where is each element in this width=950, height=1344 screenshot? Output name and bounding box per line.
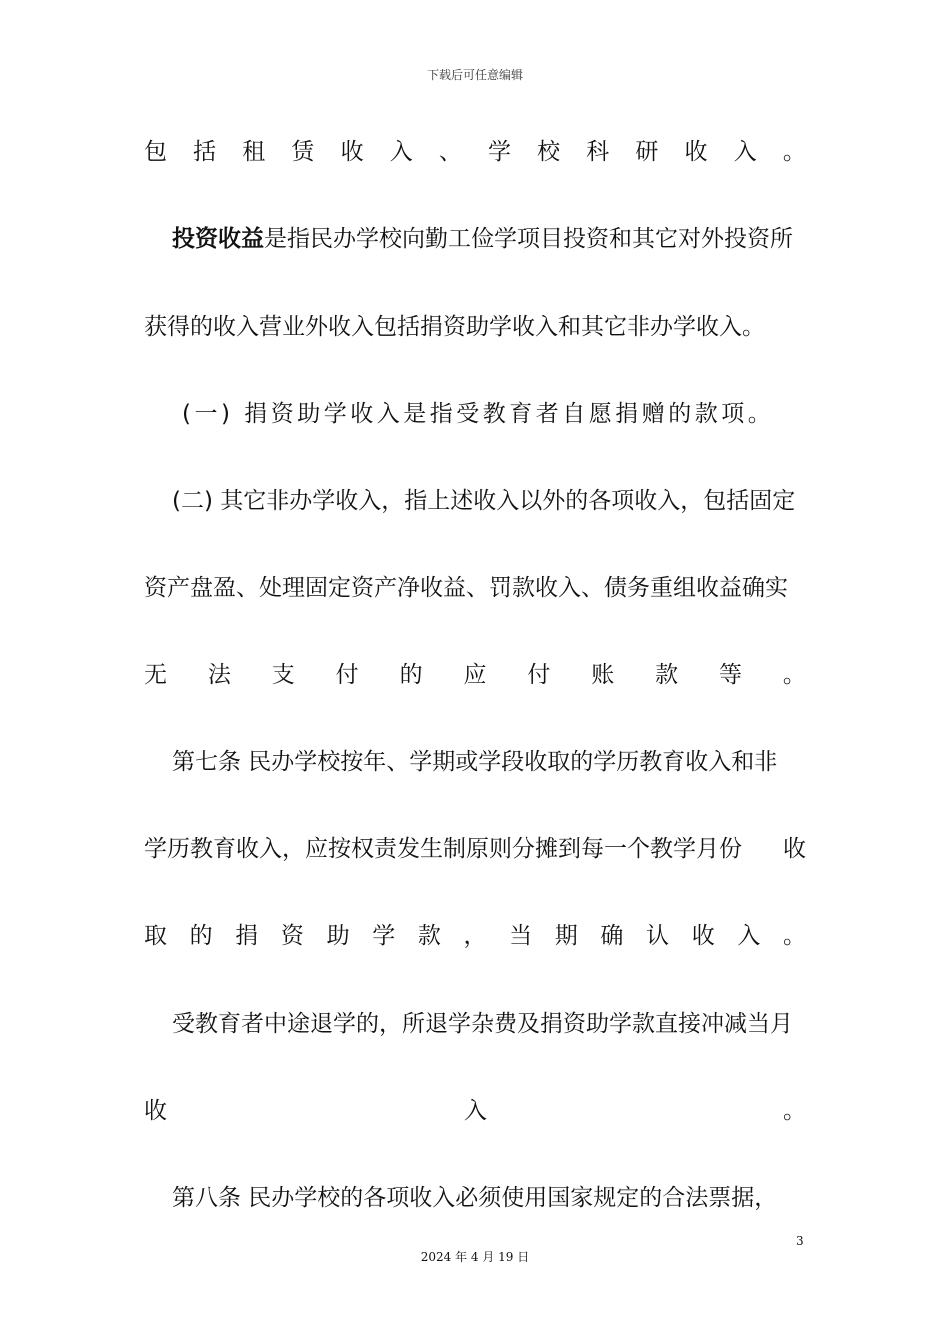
char: 资: [280, 923, 304, 949]
line-12-start: 收: [144, 1098, 167, 1124]
char: 学: [372, 923, 396, 949]
char: 应: [463, 662, 487, 688]
char: 、: [438, 139, 462, 165]
char: 包: [144, 139, 167, 165]
text-line-6: 资产盘盈、处理固定资产净收益、罚款收入、债务重组收益确实: [144, 575, 788, 601]
line-12-middle: 入: [464, 1098, 487, 1124]
char: 取: [144, 923, 167, 949]
text-line-5: (二) 其它非办学收入，指上述收入以外的各项收入，包括固定: [172, 488, 796, 514]
page-number: 3: [796, 1234, 804, 1248]
char: 。: [782, 662, 806, 688]
char: 认: [646, 923, 670, 949]
char: 付: [527, 662, 551, 688]
text-line-10: [144, 920, 806, 952]
char: 收: [340, 139, 364, 165]
char: 科: [586, 139, 610, 165]
char: 期: [554, 923, 578, 949]
char: 捐: [235, 923, 259, 949]
char: 付: [335, 662, 359, 688]
char: 款: [417, 923, 441, 949]
char: 租: [242, 139, 266, 165]
char: 。: [782, 923, 806, 949]
char: 当: [509, 923, 533, 949]
char: 的: [189, 923, 213, 949]
text-line-13: 第八条 民办学校的各项收入必须使用国家规定的合法票据，: [172, 1185, 778, 1211]
line-2-text: 是指民办学校向勤工俭学项目投资和其它对外投资所: [264, 226, 793, 252]
char: 入: [737, 923, 761, 949]
line-12-end: 。: [783, 1098, 806, 1124]
text-line-9: [144, 833, 806, 865]
char: 等: [719, 662, 743, 688]
char: 的: [399, 662, 423, 688]
text-line-7: [144, 659, 806, 691]
char: 账: [591, 662, 615, 688]
char: 。: [782, 139, 806, 165]
line-9-end: 收: [783, 836, 806, 862]
char: 助: [326, 923, 350, 949]
term-investment-income: 投资收益: [172, 226, 264, 252]
page-footer-date: 2024 年 4 月 19 日: [420, 1250, 530, 1264]
char: 收: [691, 923, 715, 949]
line-9-text: 学历教育收入，应按权责发生制原则分摊到每一个教学月份: [144, 836, 742, 862]
char: 无: [144, 662, 167, 688]
char: 学: [487, 139, 511, 165]
char: 校: [537, 139, 561, 165]
page-header: 下载后可任意编辑: [426, 68, 523, 82]
char: 确: [600, 923, 624, 949]
text-line-4: (一) 捐资助学收入是指受教育者自愿捐赠的款项。: [182, 401, 775, 427]
char: 款: [655, 662, 679, 688]
char: 研: [635, 139, 659, 165]
text-line-1: [144, 136, 806, 168]
char: 支: [271, 662, 295, 688]
text-line-11: 受教育者中途退学的，所退学杂费及捐资助学款直接冲减当月: [172, 1011, 793, 1037]
char: ，: [463, 923, 487, 949]
text-line-8: 第七条 民办学校按年、学期或学段收取的学历教育收入和非: [172, 749, 778, 775]
char: 收: [684, 139, 708, 165]
char: 入: [733, 139, 757, 165]
char: 括: [193, 139, 217, 165]
text-line-2: [144, 223, 806, 255]
char: 赁: [291, 139, 315, 165]
text-line-3: 获得的收入营业外收入包括捐资助学收入和其它非办学收入。: [144, 314, 765, 340]
char: 入: [389, 139, 413, 165]
char: 法: [207, 662, 231, 688]
